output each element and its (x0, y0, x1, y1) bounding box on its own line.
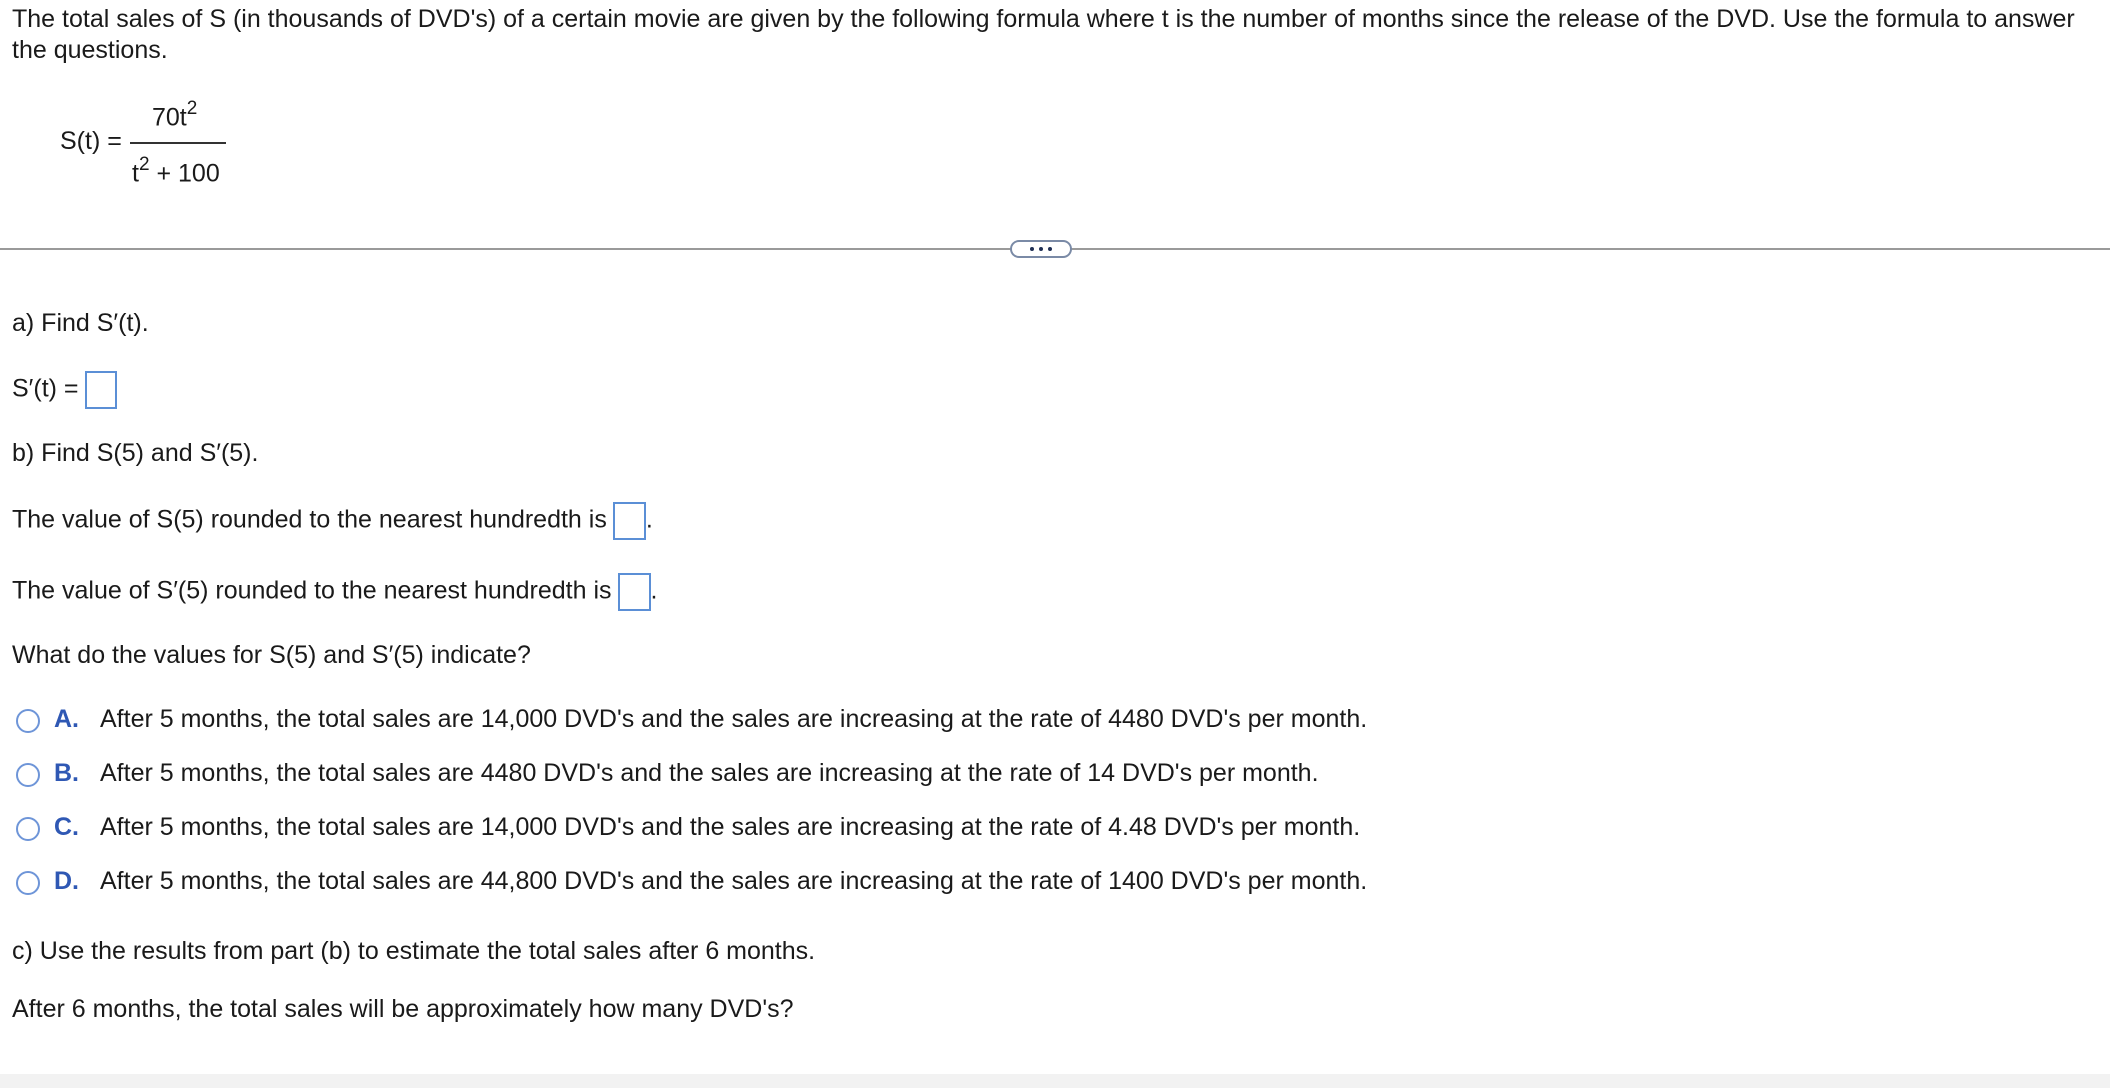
s5-row (12, 502, 653, 540)
option-b-text[interactable]: After 5 months, the total sales are 4480 DVD's and the sales are increasing at the rate of 14 DVD's per month. (100, 759, 1319, 787)
option-d-radio[interactable] (16, 871, 40, 895)
option-b-letter[interactable]: B. (54, 759, 79, 787)
option-c-radio[interactable] (16, 817, 40, 841)
formula-label: S(t) = (60, 127, 122, 155)
part-a-question: a) Find S′(t). (12, 309, 149, 337)
numerator-base: 70t (152, 103, 187, 132)
option-c-text[interactable]: After 5 months, the total sales are 14,000 DVD's and the sales are increasing at the rate of 4.48 DVD's per month. (100, 813, 1361, 841)
indicate-question: What do the values for S(5) and S′(5) indicate? (12, 641, 531, 669)
option-d-letter[interactable]: D. (54, 867, 79, 895)
expand-button[interactable] (1010, 240, 1072, 258)
option-c-letter[interactable]: C. (54, 813, 79, 841)
denominator-base: t (132, 159, 139, 188)
option-a-radio[interactable] (16, 709, 40, 733)
s5-answer-input[interactable] (613, 502, 646, 540)
part-a-answer-label: S′(t) = (12, 374, 79, 403)
s5-label: The value of S(5) rounded to the nearest hundredth is (12, 505, 607, 534)
formula-numerator (152, 100, 197, 132)
ellipsis-icon (1039, 247, 1043, 251)
part-c-subquestion: After 6 months, the total sales will be approximately how many DVD's? (12, 995, 794, 1023)
s-prime-answer-input[interactable] (85, 371, 117, 409)
s5-period: . (645, 505, 653, 534)
ellipsis-icon (1048, 247, 1052, 251)
ellipsis-icon (1030, 247, 1034, 251)
ds5-label: The value of S′(5) rounded to the nearest hundredth is (12, 576, 612, 605)
ds5-row (12, 573, 657, 611)
formula-denominator (132, 156, 220, 188)
part-a-answer-row (12, 371, 117, 409)
denominator-rest: + 100 (149, 159, 220, 188)
ds5-answer-input[interactable] (618, 573, 651, 611)
part-c-question: c) Use the results from part (b) to estimate the total sales after 6 months. (12, 937, 816, 965)
option-a-letter[interactable]: A. (54, 705, 79, 733)
ds5-period: . (650, 576, 658, 605)
option-b-radio[interactable] (16, 763, 40, 787)
problem-intro: The total sales of S (in thousands of DVD's) of a certain movie are given by the following formula where t is the number of months since the release of the DVD. Use the formula to answer the questions. (12, 5, 2075, 64)
denominator-exponent: 2 (138, 154, 150, 175)
fraction-bar (130, 142, 226, 144)
footer-band (0, 1074, 2110, 1088)
option-a-text[interactable]: After 5 months, the total sales are 14,000 DVD's and the sales are increasing at the rate of 4480 DVD's per month. (100, 705, 1368, 733)
part-b-question: b) Find S(5) and S′(5). (12, 439, 259, 467)
numerator-exponent: 2 (186, 98, 198, 119)
option-d-text[interactable]: After 5 months, the total sales are 44,800 DVD's and the sales are increasing at the rate of 1400 DVD's per month. (100, 867, 1368, 895)
